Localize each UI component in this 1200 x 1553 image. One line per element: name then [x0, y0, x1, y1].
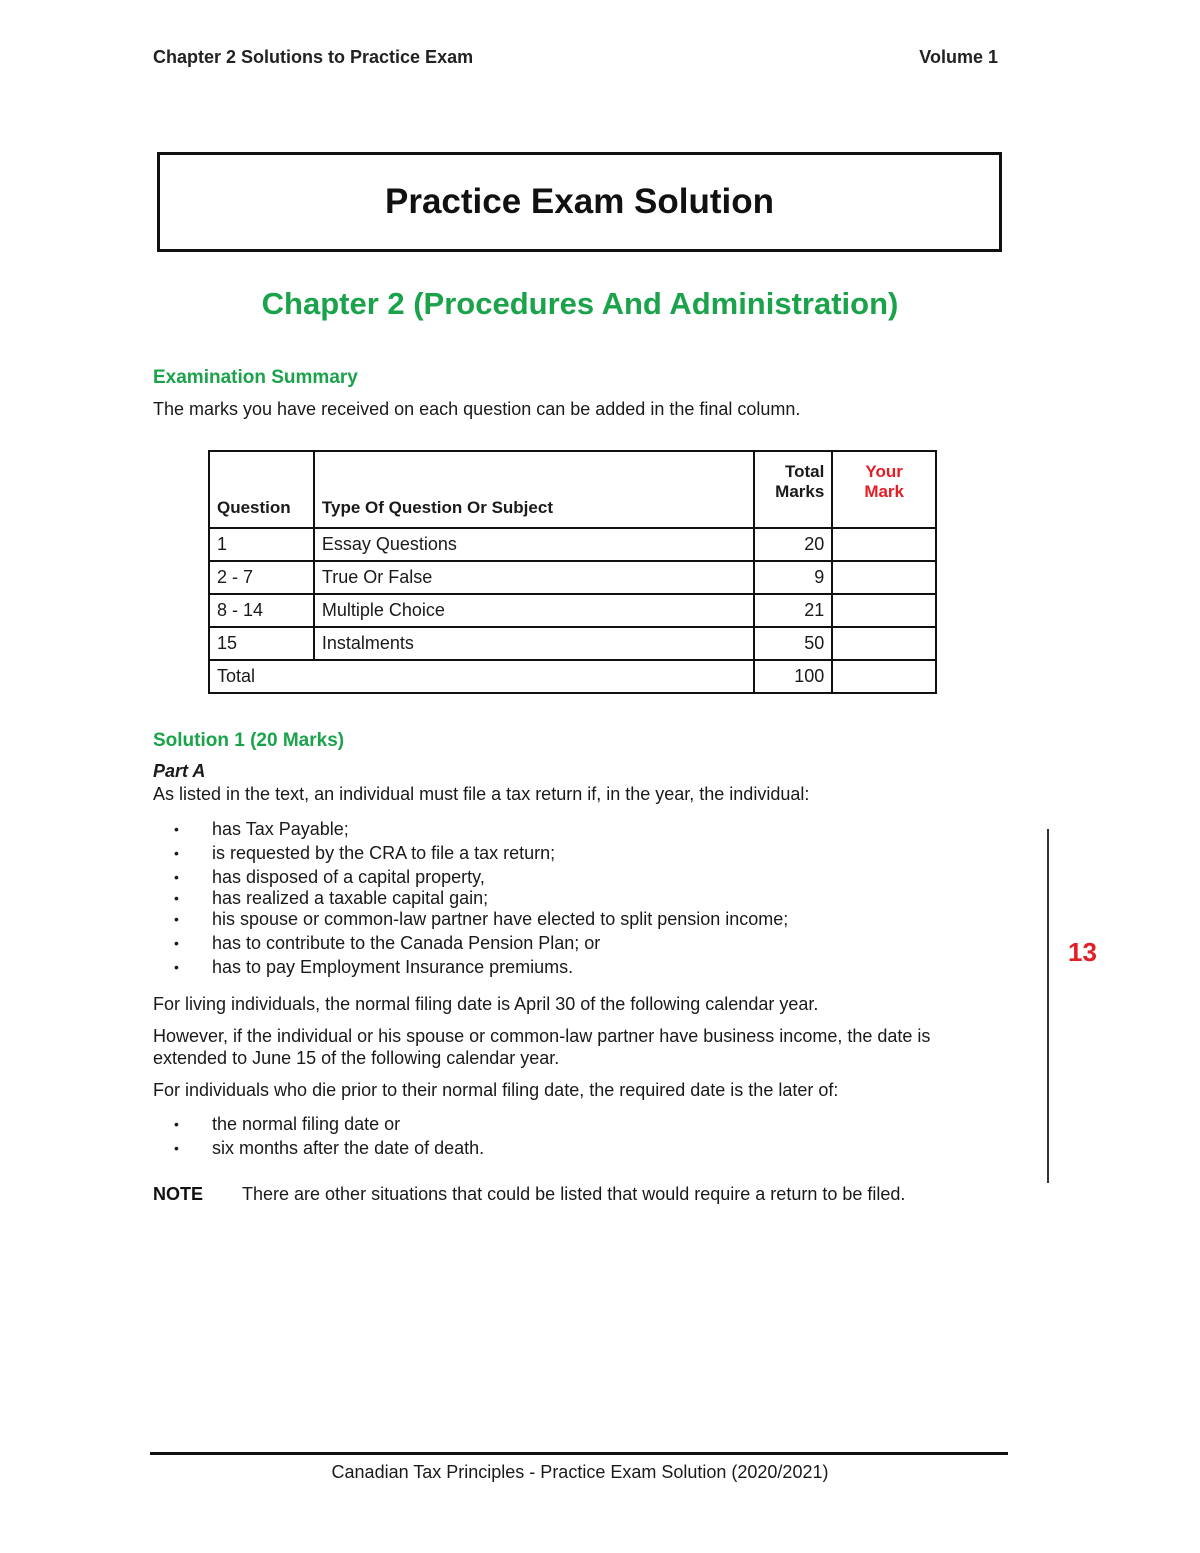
note-label: NOTE — [153, 1184, 204, 1204]
page-title: Practice Exam Solution — [384, 182, 775, 221]
exam-summary-table — [208, 450, 937, 694]
header-your-mark — [832, 451, 936, 528]
title-box — [157, 152, 1002, 252]
list-item: • his spouse or common-law partner have elected to split pension income; — [174, 909, 789, 929]
filing-conditions-list — [153, 818, 788, 980]
bullet-icon: • — [174, 821, 179, 837]
bullet-icon: • — [174, 890, 179, 906]
bullet-icon: • — [174, 935, 179, 951]
bullet-icon: • — [174, 1140, 179, 1156]
cell-your-total[interactable] — [832, 660, 936, 693]
header-your-line1: Your — [865, 462, 903, 481]
table-row — [209, 594, 936, 627]
list-item: • is requested by the CRA to file a tax return; — [174, 843, 556, 863]
list-item: • has realized a taxable capital gain; — [174, 888, 489, 908]
table-row — [209, 627, 936, 660]
cell-marks: 9 — [754, 561, 832, 594]
table-total-row — [209, 660, 936, 693]
cell-type: Essay Questions — [314, 528, 755, 561]
header-question: Question — [209, 451, 314, 528]
note-text: There are other situations that could be listed that would require a return to be filed. — [242, 1184, 906, 1204]
cell-your-mark[interactable] — [832, 561, 936, 594]
page-number: 13 — [1068, 937, 1097, 967]
bullet-icon: • — [174, 911, 179, 927]
summary-intro: The marks you have received on each question can be added in the final column. — [153, 399, 801, 419]
bullet-icon: • — [174, 959, 179, 975]
table-header-row — [209, 451, 936, 528]
footer-rule — [150, 1452, 1008, 1455]
header-total-line2: Marks — [775, 482, 825, 501]
table-row — [209, 528, 936, 561]
cell-marks: 20 — [754, 528, 832, 561]
header-type: Type Of Question Or Subject — [314, 451, 755, 528]
cell-your-mark[interactable] — [832, 627, 936, 660]
paragraph-filing-date: For living individuals, the normal filing date is April 30 of the following calendar year. — [153, 994, 819, 1014]
running-header-title: Chapter 2 Solutions to Practice Exam — [153, 47, 474, 67]
running-header-volume: Volume 1 — [919, 47, 998, 67]
paragraph-business-income-2: extended to June 15 of the following calendar year. — [153, 1048, 560, 1068]
cell-marks: 50 — [754, 627, 832, 660]
footer-text: Canadian Tax Principles - Practice Exam Solution (2020/2021) — [331, 1462, 829, 1482]
cell-question: 15 — [209, 627, 314, 660]
cell-type: True Or False — [314, 561, 755, 594]
paragraph-deceased: For individuals who die prior to their normal filing date, the required date is the later of: — [153, 1080, 839, 1100]
list-item: • six months after the date of death. — [174, 1138, 485, 1158]
bullet-icon: • — [174, 1116, 179, 1132]
paragraph-business-income-1: However, if the individual or his spouse or common-law partner have business income, the date is — [153, 1026, 931, 1046]
header-total-line1: Total — [784, 462, 825, 481]
header-your-line2: Mark — [864, 482, 904, 501]
cell-question: 8 - 14 — [209, 594, 314, 627]
cell-your-mark[interactable] — [832, 528, 936, 561]
cell-total-label: Total — [209, 660, 754, 693]
summary-heading: Examination Summary — [153, 367, 358, 388]
list-item: • has Tax Payable; — [174, 819, 349, 839]
cell-question: 2 - 7 — [209, 561, 314, 594]
cell-type: Multiple Choice — [314, 594, 755, 627]
solution-intro: As listed in the text, an individual must file a tax return if, in the year, the individual: — [153, 784, 810, 804]
list-item: • has disposed of a capital property, — [174, 867, 485, 887]
bullet-icon: • — [174, 869, 179, 885]
cell-type: Instalments — [314, 627, 755, 660]
table-row — [209, 561, 936, 594]
bullet-icon: • — [174, 845, 179, 861]
cell-your-mark[interactable] — [832, 594, 936, 627]
cell-total-marks: 100 — [754, 660, 832, 693]
solution-heading: Solution 1 (20 Marks) — [153, 730, 345, 751]
cell-question: 1 — [209, 528, 314, 561]
deceased-date-list — [153, 1113, 484, 1161]
header-total-marks — [754, 451, 832, 528]
cell-marks: 21 — [754, 594, 832, 627]
part-label: Part A — [153, 761, 206, 781]
chapter-title: Chapter 2 (Procedures And Administration) — [261, 286, 899, 321]
list-item: • has to pay Employment Insurance premiums. — [174, 957, 574, 977]
margin-rule — [1047, 829, 1049, 1183]
list-item: • has to contribute to the Canada Pension Plan; or — [174, 933, 601, 953]
list-item: • the normal filing date or — [174, 1114, 401, 1134]
